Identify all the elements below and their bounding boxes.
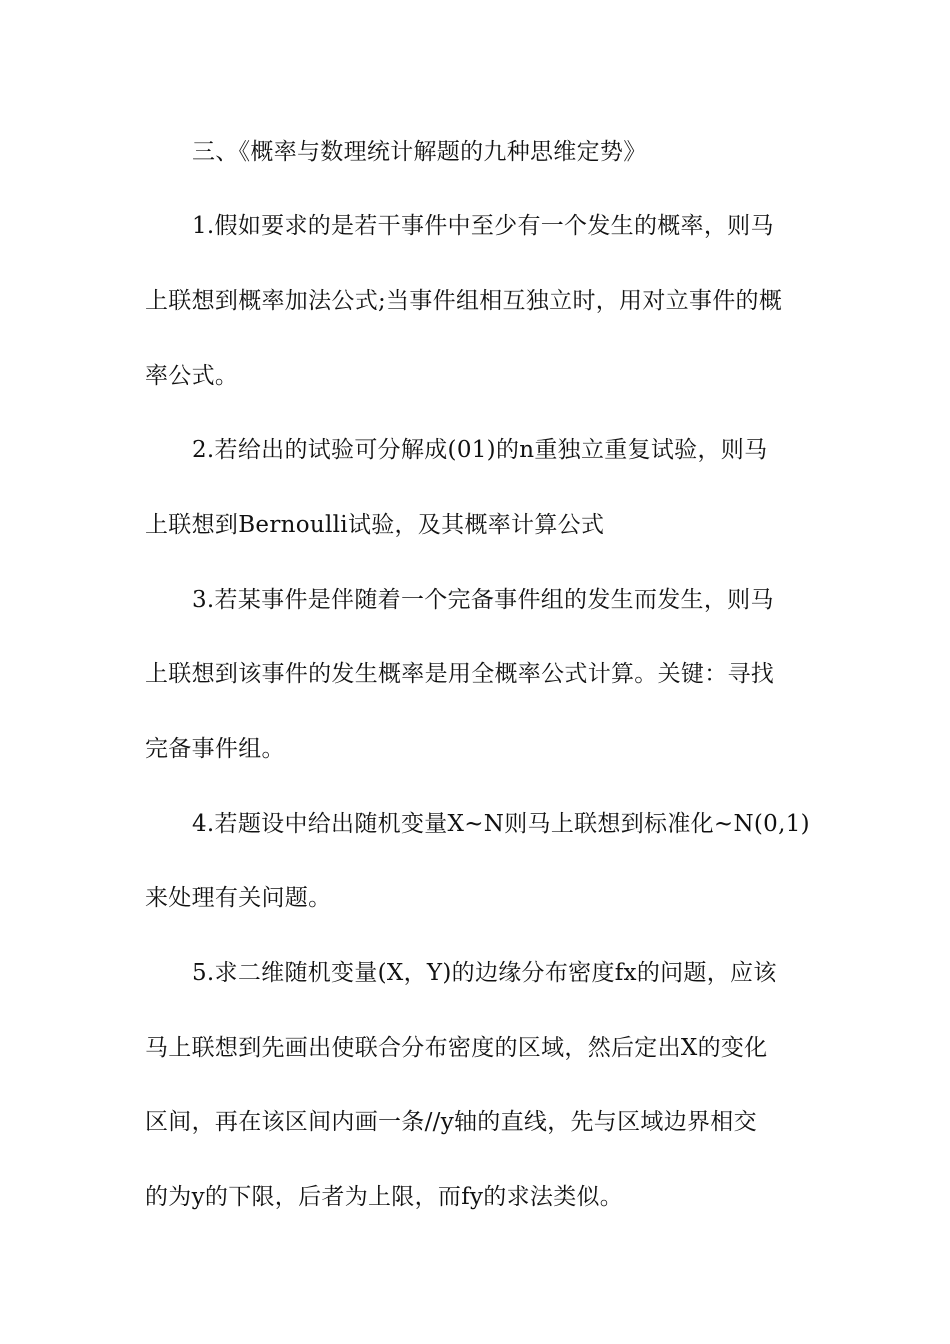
paragraph-line: 上联想到Bernoulli试验，及其概率计算公式: [145, 512, 605, 538]
paragraph-line: 的为y的下限，后者为上限，而fy的求法类似。: [145, 1184, 624, 1210]
paragraph-line: 马上联想到先画出使联合分布密度的区域，然后定出X的变化: [145, 1035, 768, 1061]
section-heading: 三、《概率与数理统计解题的九种思维定势》: [192, 139, 647, 165]
paragraph-line: 完备事件组。: [145, 736, 285, 762]
paragraph-line: 来处理有关问题。: [145, 885, 332, 911]
paragraph-line: 4.若题设中给出随机变量X~N则马上联想到标准化~N(0,1): [192, 811, 810, 837]
paragraph-line: 率公式。: [145, 363, 239, 389]
paragraph-line: 1.假如要求的是若干事件中至少有一个发生的概率，则马: [192, 213, 774, 239]
paragraph-line: 2.若给出的试验可分解成(01)的n重独立重复试验，则马: [192, 437, 768, 463]
paragraph-line: 3.若某事件是伴随着一个完备事件组的发生而发生，则马: [192, 587, 774, 613]
paragraph-line: 区间，再在该区间内画一条//y轴的直线，先与区域边界相交: [145, 1109, 757, 1135]
paragraph-line: 5.求二维随机变量(X，Y)的边缘分布密度fx的问题，应该: [192, 960, 777, 986]
paragraph-line: 上联想到该事件的发生概率是用全概率公式计算。关键：寻找: [145, 661, 775, 687]
paragraph-line: 上联想到概率加法公式;当事件组相互独立时，用对立事件的概: [145, 288, 783, 314]
